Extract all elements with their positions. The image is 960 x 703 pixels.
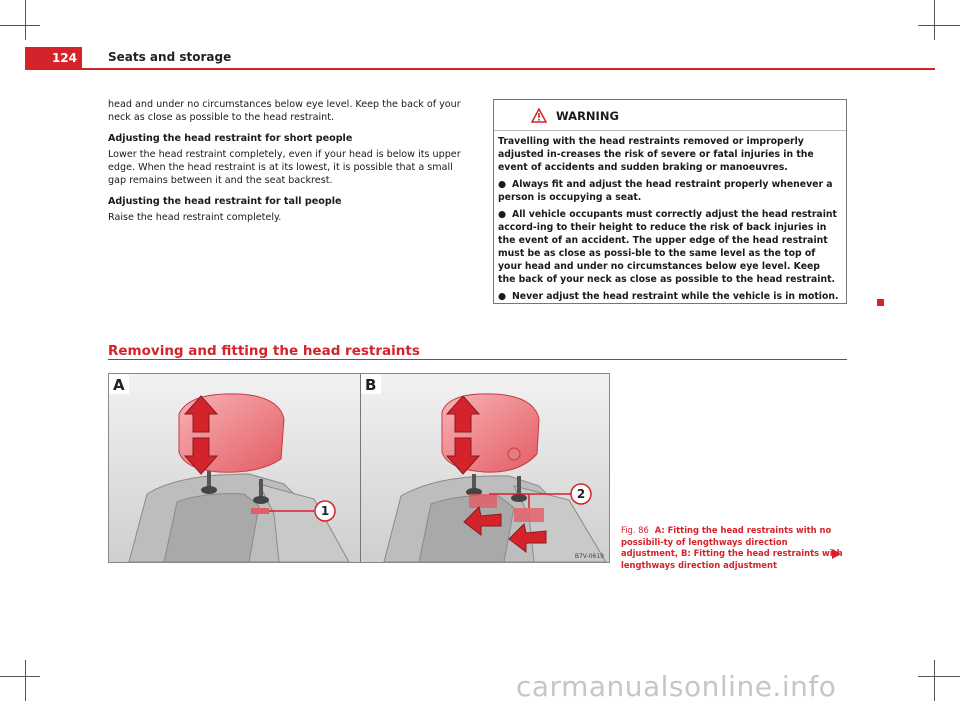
short-people-text: Lower the head restraint completely, even if your head is below its upper edge. When the head restraint is at its lowest, it is possible that a small gap remains between it and the seat backrest. bbox=[108, 148, 461, 187]
head-restraint-illustration bbox=[109, 374, 609, 562]
left-column bbox=[108, 98, 466, 231]
figure-86 bbox=[108, 373, 610, 563]
crop-mark bbox=[934, 660, 935, 701]
warning-title: WARNING bbox=[556, 109, 619, 123]
bullet: ● bbox=[498, 291, 507, 302]
crop-mark bbox=[918, 25, 960, 26]
bullet: ● bbox=[498, 179, 507, 190]
tall-people-text: Raise the head restraint completely. bbox=[108, 212, 282, 224]
watermark: carmanualsonline.info bbox=[516, 670, 837, 703]
section-title: Removing and fitting the head restraints bbox=[108, 343, 420, 359]
continue-arrow-icon bbox=[832, 549, 841, 559]
figure-code: B7V-0619 bbox=[574, 553, 604, 560]
warning-header bbox=[494, 100, 846, 131]
figure-caption bbox=[621, 525, 847, 571]
warning-triangle-icon bbox=[531, 108, 547, 123]
section-end-marker bbox=[877, 299, 884, 306]
intro-paragraph: head and under no circumstances below eye level. Keep the back of your neck as close as possible to the head restraint. bbox=[108, 99, 461, 124]
caption-text: A: Fitting the head restraints with no possibili-ty of lengthways direction adjustment, B: Fitting the head restraints with lengthways direction adjustment bbox=[621, 525, 843, 570]
warning-box bbox=[493, 99, 847, 304]
warning-item: ● All vehicle occupants must correctly adjust the head restraint accord-ing to their height to reduce the risk of back injuries in the event of an accident. The upper edge of the head restraint must be as close as possi-ble to the same level as the top of your head and under no circumstances below eye level. Keep the back of your neck as close as possible to the head restraint. bbox=[498, 209, 837, 285]
crop-mark bbox=[934, 0, 935, 40]
bullet: ● bbox=[498, 209, 507, 220]
warning-item: ● Always fit and adjust the head restraint properly whenever a person is occupying a seat. bbox=[498, 179, 833, 203]
page-number: 124 bbox=[25, 47, 82, 69]
short-people-heading: Adjusting the head restraint for short people bbox=[108, 132, 353, 144]
figure-number: Fig. 86 bbox=[621, 525, 649, 535]
crop-mark bbox=[0, 676, 40, 677]
warning-intro: Travelling with the head restraints removed or improperly adjusted in-creases the risk of severe or fatal injuries in the event of accidents and sudden braking or manoeuvres. bbox=[498, 136, 814, 173]
panel-b-label: B bbox=[365, 376, 377, 394]
warning-body bbox=[494, 131, 846, 303]
chapter-title: Seats and storage bbox=[108, 50, 232, 64]
crop-mark bbox=[0, 25, 40, 26]
callout-1: 1 bbox=[320, 504, 330, 518]
header-divider bbox=[25, 68, 935, 70]
panel-a-label: A bbox=[113, 376, 125, 394]
section-divider bbox=[108, 359, 847, 360]
crop-mark bbox=[25, 0, 26, 40]
crop-mark bbox=[25, 660, 26, 701]
warning-item: ● Never adjust the head restraint while the vehicle is in motion. bbox=[498, 291, 839, 302]
callout-2: 2 bbox=[576, 487, 586, 501]
tall-people-heading: Adjusting the head restraint for tall people bbox=[108, 195, 342, 207]
crop-mark bbox=[918, 676, 960, 677]
